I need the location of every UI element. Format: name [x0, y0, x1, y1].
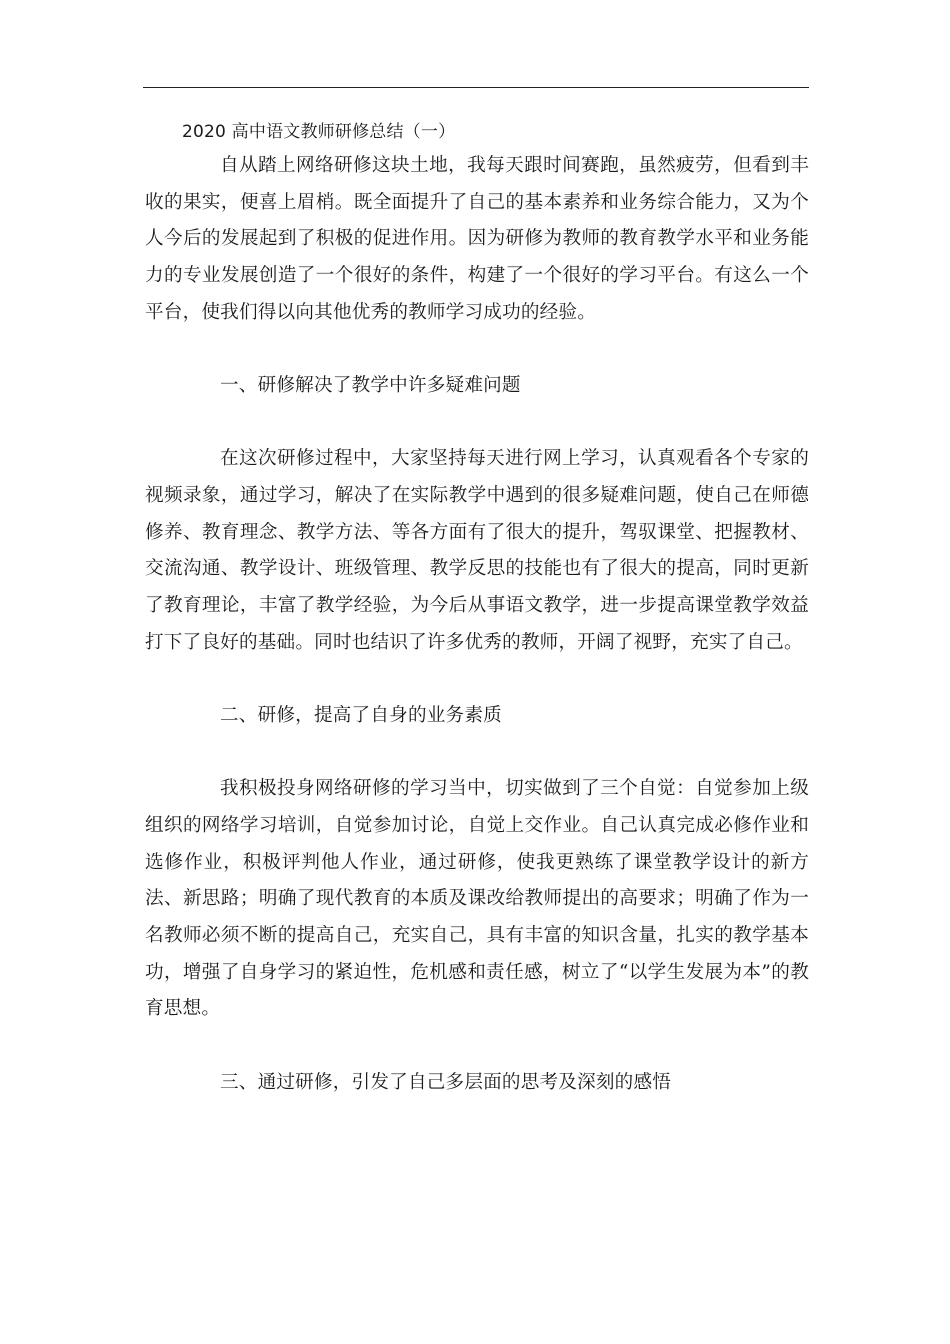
spacer — [145, 332, 809, 369]
document-title: 2020 高中语文教师研修总结（一） — [182, 122, 456, 142]
section-3-heading: 三、通过研修，引发了自己多层面的思考及深刻的感悟 — [220, 1071, 672, 1093]
intro-paragraph: 自从踏上网络研修这块土地，我每天跟时间赛跑，虽然疲劳，但看到丰收的果实，便喜上眉梢。既全面提升了自己的基本素养和业务综合能力，又为个人今后的发展起到了积极的促进作用。因为研修为教师的教育教学水平和业务能力的专业发展创造了一个很好的条件，构建了一个很好的学习平台。有这么一个平台，使我们得以向其他优秀的教师学习成功的经验。 — [145, 155, 809, 323]
document-body — [145, 116, 809, 1101]
header-rule — [143, 87, 809, 88]
section-2-heading: 二、研修，提高了自身的业务素质 — [220, 704, 502, 726]
section-1-heading: 一、研修解决了教学中许多疑难问题 — [220, 375, 521, 397]
section-2-paragraph: 我积极投身网络研修的学习当中，切实做到了三个自觉：自觉参加上级组织的网络学习培训，自觉参加讨论，自觉上交作业。自己认真完成必修作业和选修作业，积极评判他人作业，通过研修，使我更熟练了课堂教学设计的新方法、新思路；明确了现代教育的本质及课改给教师提出的高要求；明确了作为一名教师必须不断的提高自己，充实自己，具有丰富的知识含量，扎实的教学基本功，增强了自身学习的紧迫性，危机感和责任感，树立了“以学生发展为本”的教育思想。 — [145, 778, 809, 1020]
spacer — [145, 1028, 809, 1065]
section-1-paragraph: 在这次研修过程中，大家坚持每天进行网上学习，认真观看各个专家的视频录象，通过学习，解决了在实际教学中遇到的很多疑难问题，使自己在师德修养、教育理念、教学方法、等各方面有了很大的提升，驾驭课堂、把握教材、交流沟通、教学设计、班级管理、教学反思的技能也有了很大的提高，同时更新了教育理论，丰富了教学经验，为今后从事语文教学，进一步提高课堂教学效益打下了良好的基础。同时也结识了许多优秀的教师，开阔了视野，充实了自己。 — [145, 448, 809, 653]
spacer — [145, 661, 809, 698]
spacer — [145, 735, 809, 772]
spacer — [145, 405, 809, 442]
